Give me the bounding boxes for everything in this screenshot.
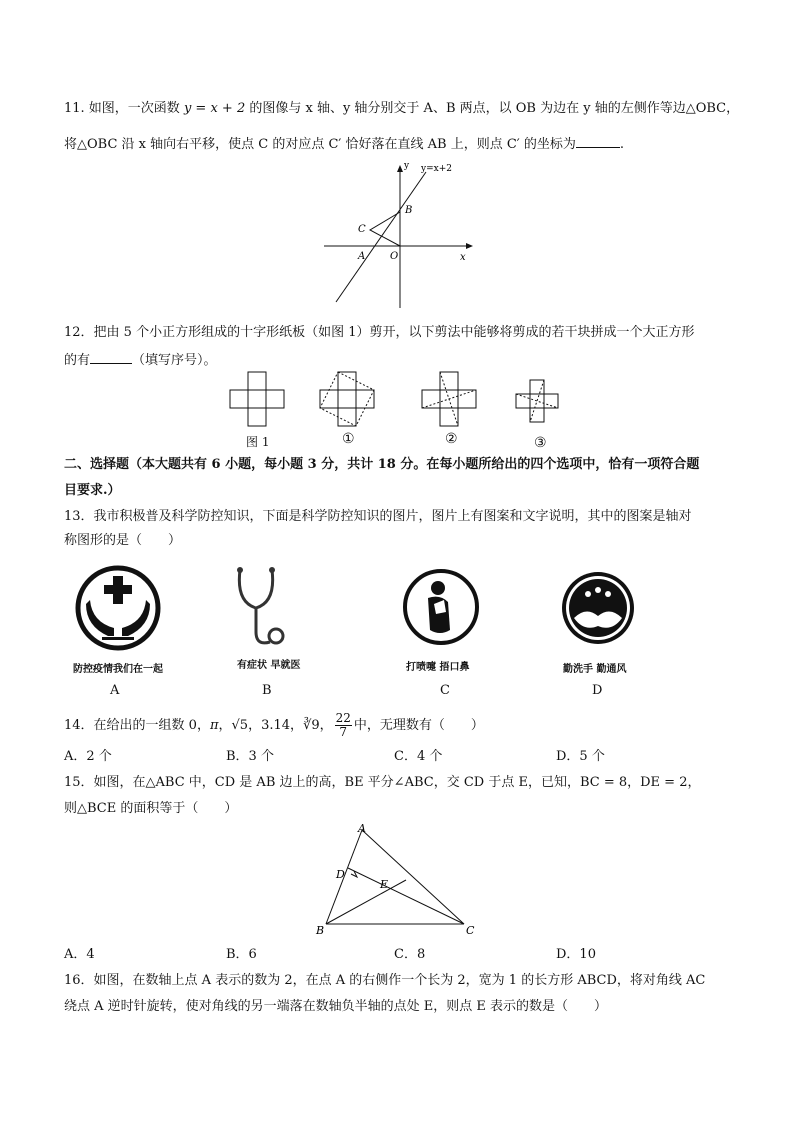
q13-line2 xyxy=(64,532,181,550)
q14-option-d[interactable]: D．5 个 xyxy=(556,749,605,764)
q13-text-cont: 称图形的是（ ） xyxy=(64,533,182,548)
q14-text-d: ， xyxy=(319,718,333,733)
q13-option-a[interactable]: A xyxy=(110,683,120,698)
q15-option-a[interactable]: A．4 xyxy=(64,947,95,962)
q13-caption-c: 打喷嚏 捂口鼻 xyxy=(406,662,470,673)
q12-text-a: 的有 xyxy=(64,353,91,368)
q16-line2 xyxy=(64,998,607,1016)
q11-equation: y = x + 2 xyxy=(183,101,246,116)
q15-figure xyxy=(312,822,482,940)
line-ab xyxy=(336,172,426,302)
q11-period: . xyxy=(619,137,625,152)
q11-text-b: 的图像与 x 轴、y 轴分别交于 A、B 两点，以 OB 为边在 y 轴的左侧作等边△OBC， xyxy=(245,101,740,116)
q12-caption-1: ① xyxy=(342,431,355,447)
hands-cross-icon xyxy=(68,560,168,660)
label-c: C xyxy=(466,924,475,937)
q14-option-b[interactable]: B．3 个 xyxy=(226,749,274,764)
cross-figure-option-3 xyxy=(516,380,558,422)
bisector-be xyxy=(326,880,406,924)
q15-option-c[interactable]: C．8 xyxy=(394,947,426,962)
q15-text-cont: 则△BCE 的面积等于（ ） xyxy=(64,801,238,816)
sneeze-mask-icon xyxy=(398,564,484,650)
q12-line1 xyxy=(64,324,694,342)
q14-fraction xyxy=(335,712,352,739)
q13-option-c[interactable]: C xyxy=(440,683,450,698)
q13-line1 xyxy=(64,508,692,526)
q14-frac-num: 22 xyxy=(335,711,351,725)
label-a: A xyxy=(358,251,366,262)
q14-text-b: ， xyxy=(218,718,232,733)
label-line: y=x+2 xyxy=(421,164,452,174)
q11-answer-blank xyxy=(576,134,620,148)
q12-text-b: （填写序号）。 xyxy=(132,353,217,368)
q11-line1 xyxy=(64,100,739,118)
triangle-obc xyxy=(370,212,400,246)
label-c: C xyxy=(358,224,366,235)
q14-text-a: 14．在给出的一组数 0， xyxy=(64,718,210,733)
q11-figure xyxy=(318,160,476,310)
q13-option-b[interactable]: B xyxy=(262,683,272,698)
label-a: A xyxy=(358,822,366,835)
q13-caption-a: 防控疫情我们在一起 xyxy=(73,664,163,675)
q14-option-c[interactable]: C．4 个 xyxy=(394,749,443,764)
q14-sqrt5: √5 xyxy=(231,718,249,733)
q14-text-c: ，3.14， xyxy=(248,718,304,733)
q14-pi: π xyxy=(209,718,219,733)
y-arrow-icon xyxy=(397,165,403,172)
q16-text-cont: 绕点 A 逆时针旋转，使对角线的另一端落在数轴负半轴的点处 E，则点 E 表示的数是（ ） xyxy=(64,999,608,1014)
q12-caption-fig1: 图 1 xyxy=(246,435,270,449)
cross-figure-option-1 xyxy=(320,372,374,426)
q14-line xyxy=(64,712,484,739)
q15-option-b[interactable]: B．6 xyxy=(226,947,257,962)
handwash-icon xyxy=(556,566,640,650)
q12-text: 12．把由 5 个小正方形组成的十字形纸板（如图 1）剪开，以下剪法中能够将剪成的若干块拼成一个大正方形 xyxy=(64,325,695,340)
q12-line2 xyxy=(64,350,217,370)
cross-figure-1 xyxy=(230,372,284,426)
q15-option-d[interactable]: D．10 xyxy=(556,947,596,962)
q13-option-d[interactable]: D xyxy=(592,683,603,698)
section2-title: 二、选择题（本大题共有 6 小题，每小题 3 分，共计 18 分。在每小题所给出的四个选项中，恰有一项符合题 xyxy=(64,457,700,472)
q15-text: 15．如图，在△ABC 中，CD 是 AB 边上的高，BE 平分∠ABC，交 CD 于点 E，已知，BC = 8，DE = 2， xyxy=(64,775,701,790)
section2-line1 xyxy=(64,456,699,474)
x-arrow-icon xyxy=(466,243,473,249)
label-o: O xyxy=(390,251,399,262)
stethoscope-icon xyxy=(226,562,296,658)
label-x: x xyxy=(460,252,466,263)
label-d: D xyxy=(336,868,345,881)
label-e: E xyxy=(380,878,389,891)
q16-text: 16．如图，在数轴上点 A 表示的数为 2，在点 A 的右侧作一个长为 2，宽为 1 的长方形 ABCD，将对角线 AC xyxy=(64,973,706,988)
q12-caption-3: ③ xyxy=(534,435,547,451)
label-b: B xyxy=(405,205,413,216)
q13-caption-d: 勤洗手 勤通风 xyxy=(563,664,627,675)
q15-line2 xyxy=(64,800,237,818)
altitude-cd xyxy=(348,868,464,924)
q14-cbrt9: ∛9 xyxy=(303,718,320,733)
q11-text-a: 11. 如图，一次函数 xyxy=(64,101,184,116)
q13-text: 13．我市积极普及科学防控知识，下面是科学防控知识的图片，图片上有图案和文字说明，其中的图案是轴对 xyxy=(64,509,692,524)
q12-figures xyxy=(226,370,566,448)
q11-line2 xyxy=(64,134,624,154)
section2-title-cont: 目要求.） xyxy=(64,483,121,498)
q15-line1 xyxy=(64,774,700,792)
side-ac xyxy=(362,830,464,924)
q13-caption-b: 有症状 早就医 xyxy=(237,660,301,671)
q14-frac-den: 7 xyxy=(339,725,348,739)
q11-text-c: 将△OBC 沿 x 轴向右平移，使点 C 的对应点 C′ 恰好落在直线 AB 上，则点 C′ 的坐标为 xyxy=(64,137,576,152)
q14-option-a[interactable]: A．2 个 xyxy=(64,749,112,764)
section2-line2 xyxy=(64,482,121,500)
label-y: y xyxy=(404,161,410,171)
q16-line1 xyxy=(64,972,705,990)
q14-text-e: 中，无理数有（ ） xyxy=(353,718,484,733)
q12-answer-blank xyxy=(90,350,132,364)
q12-caption-2: ② xyxy=(445,431,458,447)
label-b: B xyxy=(316,924,325,937)
cross-figure-option-2 xyxy=(422,372,476,426)
